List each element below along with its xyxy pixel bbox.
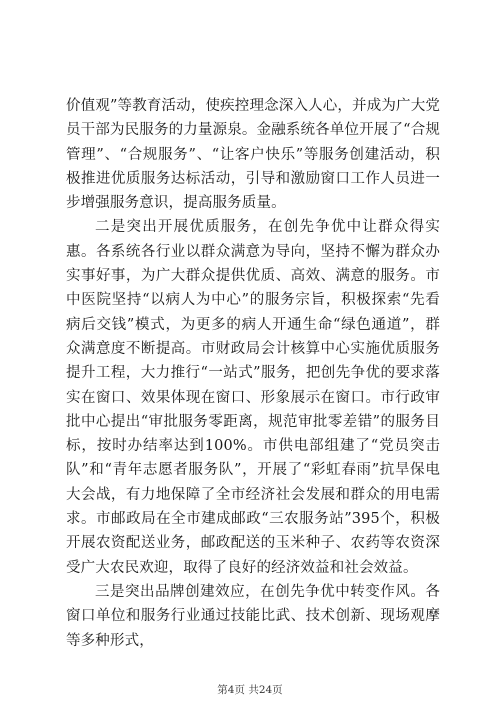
paragraph-2: 二是突出开展优质服务，在创先争优中让群众得实惠。各系统各行业以群众满意为导向，坚持不懈为群众办实事好事，为广大群众提供优质、高效、满意的服务。市中医院坚持“以病人为中心”的服务宗旨，积极探索“先看病后交钱”模式，为更多的病人开通生命“绿色通道”，群众满意度不断提高。市财政局会计核算中心实施优质服务提升工程，大力推行“一站式”服务，把创先争优的要求落实在窗口、效果体现在窗口、形象展示在窗口。市行政审批中心提出“审批服务零距离，规范审批零差错”的服务目标，按时办结率达到100%。市供电部组建了“党员突击队”和“青年志愿者服务队”，开展了“彩虹春雨”抗旱保电大会战，有力地保障了全市经济社会发展和群众的用电需求。市邮政局在全市建成邮政“三农服务站”395个，积极开展农资配送业务，邮政配送的玉米种子、农药等农资深受广大农民欢迎，取得了良好的经济效益和社会效益。 bbox=[66, 219, 440, 576]
paragraph-3: 三是突出品牌创建效应，在创先争优中转变作风。各窗口单位和服务行业通过技能比武、技术创新、现场观摩等多种形式， bbox=[66, 583, 440, 649]
paragraph-1: 价值观”等教育活动，使疾控理念深入人心，并成为广大党员干部为民服务的力量源泉。金融系统各单位开展了“合规管理”、“合规服务”、“让客户快乐”等服务创建活动，积极推进优质服务达标活动，引导和激励窗口工作人员进一步增强服务意识，提高服务质量。 bbox=[66, 98, 440, 212]
document-body bbox=[66, 94, 440, 653]
page-footer: 第4页 共24页 bbox=[217, 684, 283, 696]
